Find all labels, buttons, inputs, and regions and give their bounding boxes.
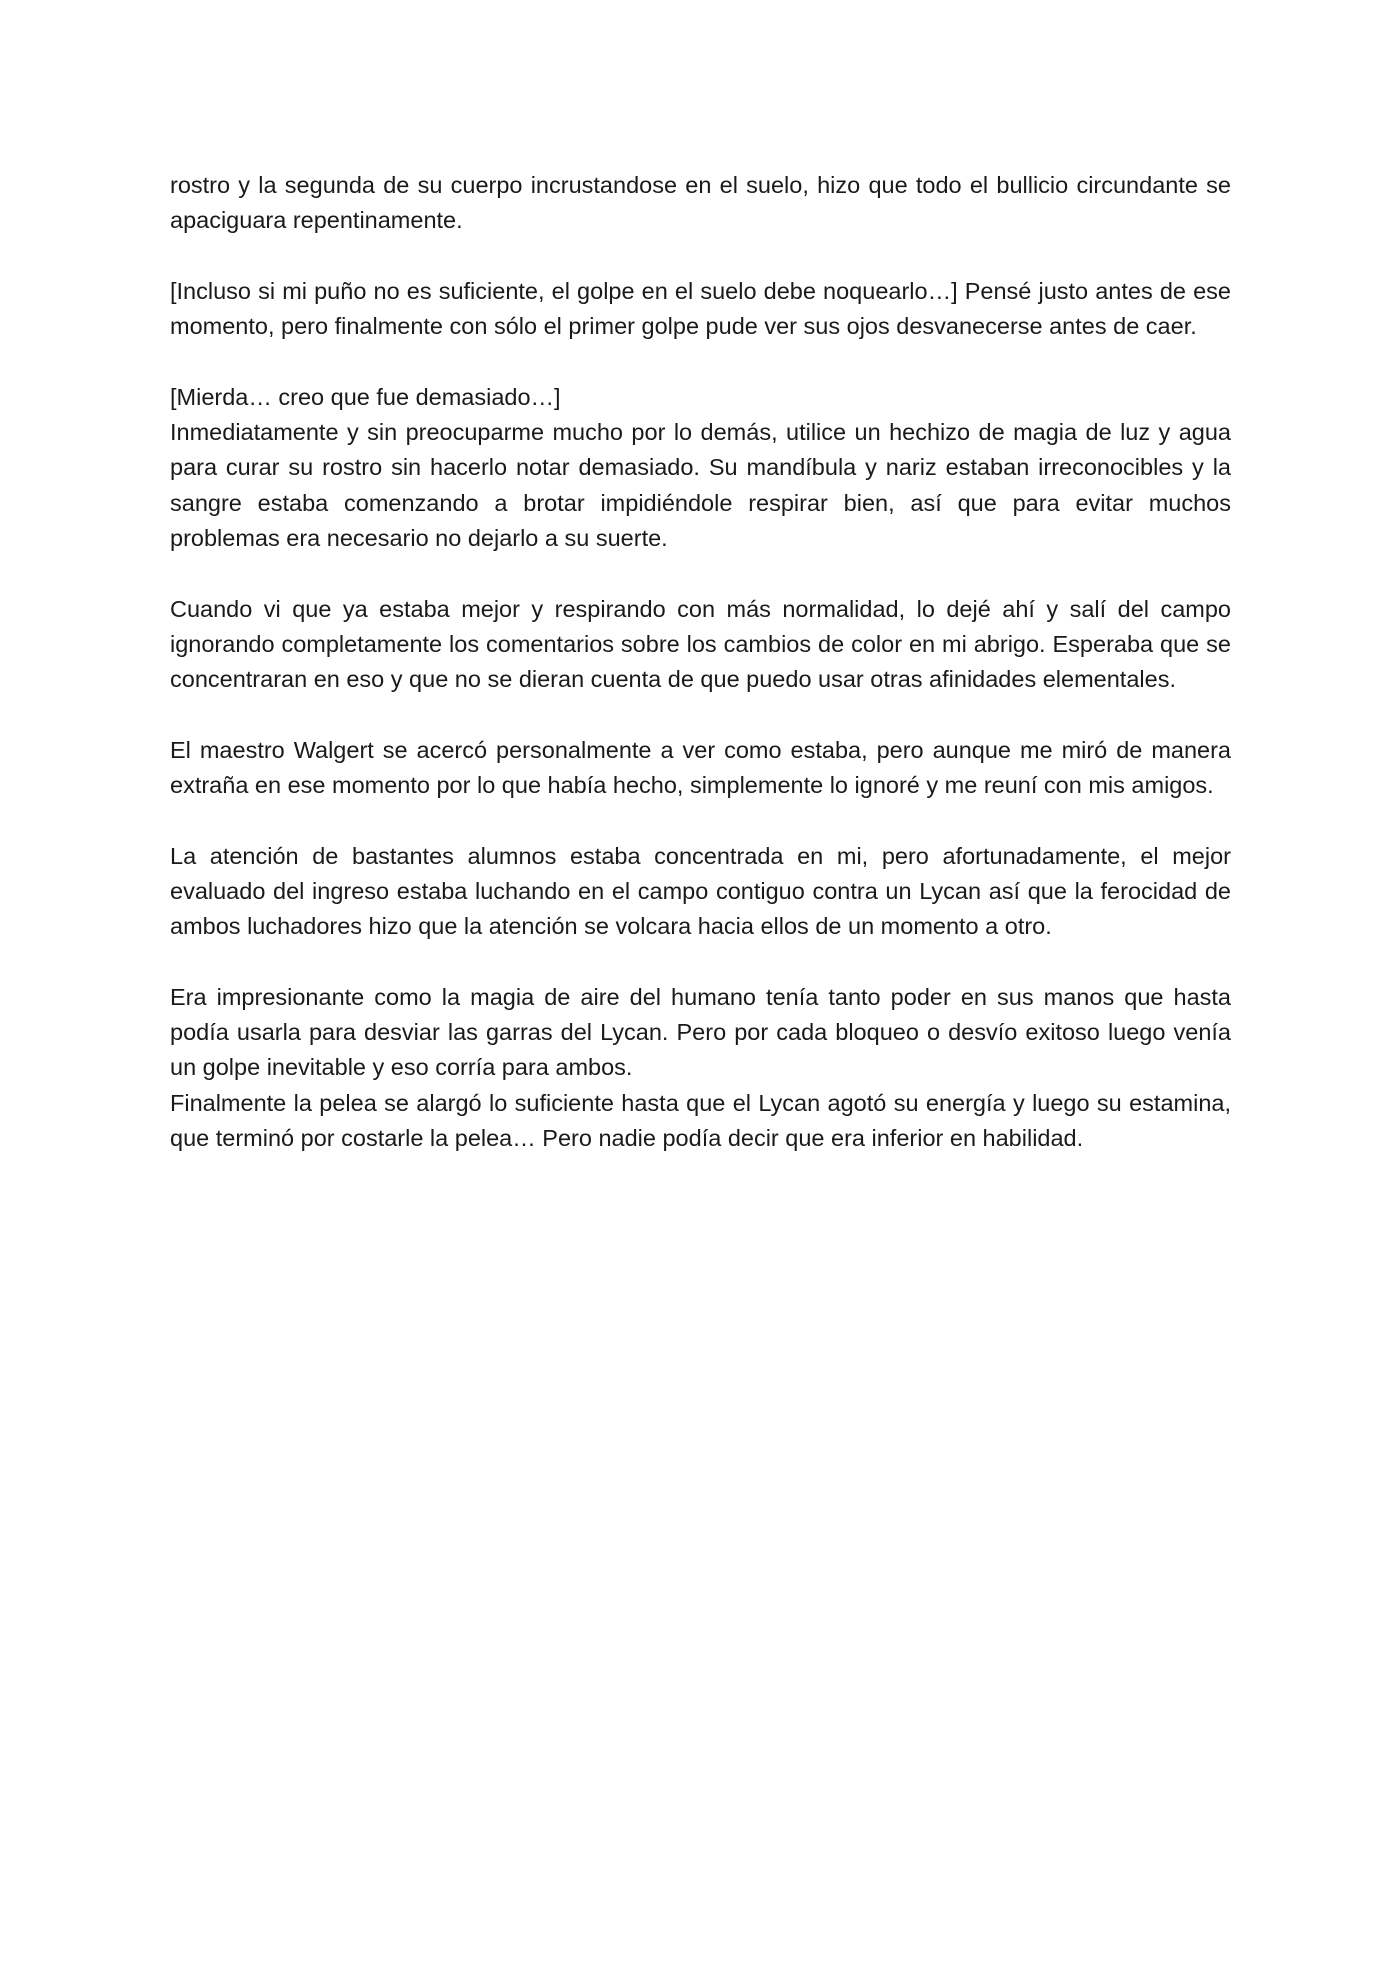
paragraph-1: rostro y la segunda de su cuerpo incrustandose en el suelo, hizo que todo el bullicio circundante se apaciguara repentinamente. bbox=[170, 172, 1231, 234]
paragraph-7: La atención de bastantes alumnos estaba concentrada en mi, pero afortunadamente, el mejor evaluado del ingreso estaba luchando en el campo contiguo contra un Lycan así que la ferocidad de ambos luchadores hizo que la atención se volcara hacia ellos de un momento a otro. bbox=[170, 842, 1231, 940]
paragraph-8: Era impresionante como la magia de aire del humano tenía tanto poder en sus manos que hasta podía usarla para desviar las garras del Lycan. Pero por cada bloqueo o desvío exitoso luego venía un golpe inevitable y eso corría para ambos. bbox=[170, 983, 1231, 1081]
paragraph-9: Finalmente la pelea se alargó lo suficiente hasta que el Lycan agotó su energía y luego su estamina, que terminó por costarle la pelea… Pero nadie podía decir que era inferior en habilidad. bbox=[170, 1089, 1231, 1152]
paragraph-2: [Incluso si mi puño no es suficiente, el golpe en el suelo debe noquearlo…] Pensé justo antes de ese momento, pero finalmente con sólo el primer golpe pude ver sus ojos desvanecerse antes de caer. bbox=[170, 277, 1231, 340]
paragraph-6: El maestro Walgert se acercó personalmente a ver como estaba, pero aunque me miró de manera extraña en ese momento por lo que había hecho, simplemente lo ignoré y me reuní con mis amigos. bbox=[170, 736, 1231, 799]
document-body bbox=[170, 168, 1231, 1192]
paragraph-3: [Mierda… creo que fue demasiado…] bbox=[170, 383, 561, 410]
paragraph-4: Inmediatamente y sin preocuparme mucho por lo demás, utilice un hechizo de magia de luz y agua para curar su rostro sin hacerlo notar demasiado. Su mandíbula y nariz estaban irreconocibles y la sangre estaba comenzando a brotar impidiéndole respirar bien, así que para evitar muchos problemas era necesario no dejarlo a su suerte. bbox=[170, 419, 1231, 551]
paragraph-5: Cuando vi que ya estaba mejor y respirando con más normalidad, lo dejé ahí y salí del campo ignorando completamente los comentarios sobre los cambios de color en mi abrigo. Esperaba que se concentraran en eso y que no se dieran cuenta de que puedo usar otras afinidades elementales. bbox=[170, 595, 1231, 693]
